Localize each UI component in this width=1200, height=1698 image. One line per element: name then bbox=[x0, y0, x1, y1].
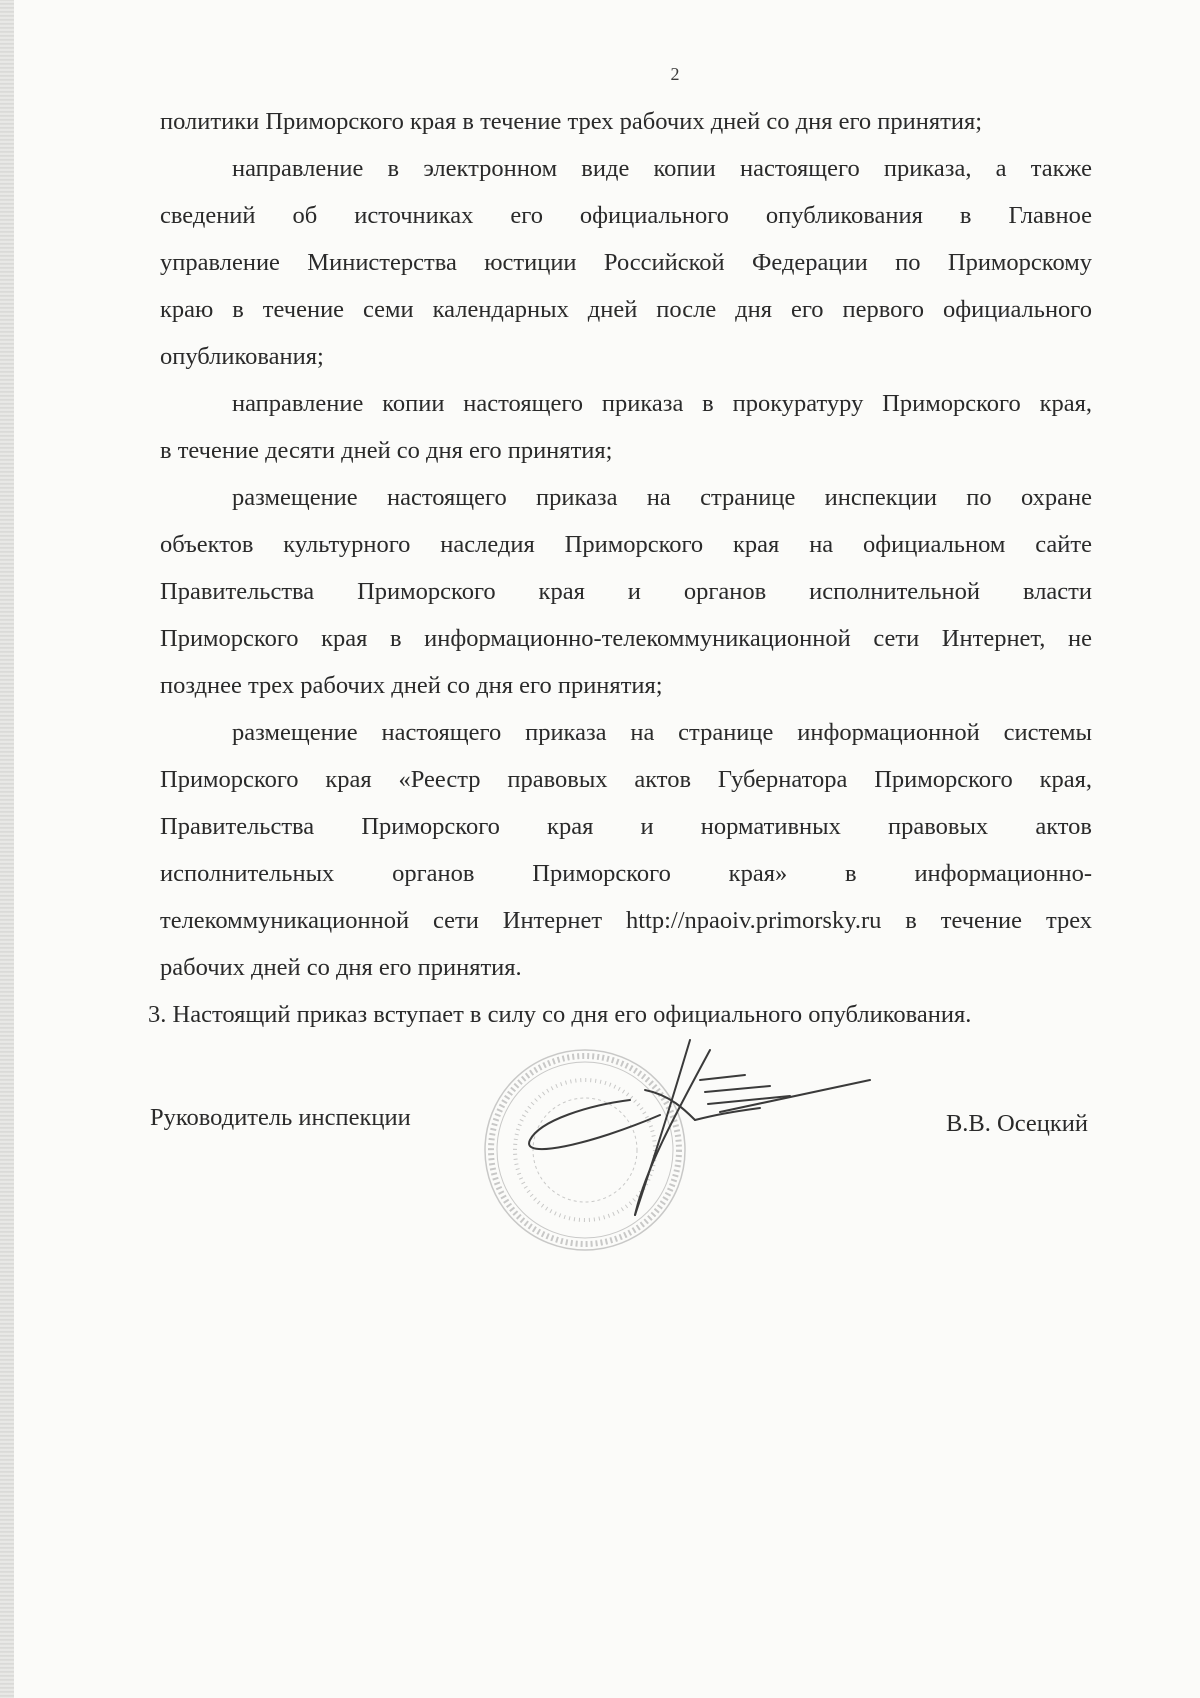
signatory-title: Руководитель инспекции bbox=[150, 1104, 411, 1131]
text-line: Приморского края «Реестр правовых актов Губернатора Приморского края, bbox=[160, 766, 1092, 793]
text-line: размещение настоящего приказа на странице информационной системы bbox=[232, 719, 1092, 746]
text-line: направление копии настоящего приказа в прокуратуру Приморского края, bbox=[232, 390, 1092, 417]
text-line: политики Приморского края в течение трех рабочих дней со дня его принятия; bbox=[160, 108, 983, 135]
text-line: управление Министерства юстиции Российской Федерации по Приморскому bbox=[160, 249, 1092, 276]
text-line: Правительства Приморского края и нормативных правовых актов bbox=[160, 813, 1092, 840]
text-line: объектов культурного наследия Приморского края на официальном сайте bbox=[160, 531, 1092, 558]
text-line: исполнительных органов Приморского края» в информационно- bbox=[160, 860, 1092, 887]
signatory-name: В.В. Осецкий bbox=[945, 1110, 1088, 1137]
text-line: 3. Настоящий приказ вступает в силу со дня его официального опубликования. bbox=[148, 1001, 972, 1028]
seal-stamp-icon bbox=[485, 1050, 685, 1250]
scan-edge bbox=[0, 0, 14, 1698]
text-line: Правительства Приморского края и органов исполнительной власти bbox=[160, 578, 1092, 605]
text-line: опубликования; bbox=[160, 343, 324, 370]
text-line: телекоммуникационной сети Интернет http://npaoiv.primorsky.ru в течение трех bbox=[160, 907, 1092, 934]
text-line: позднее трех рабочих дней со дня его принятия; bbox=[160, 672, 663, 699]
text-line: краю в течение семи календарных дней после дня его первого официального bbox=[160, 296, 1092, 323]
stamp-signature-image bbox=[470, 1020, 890, 1280]
text-line: сведений об источниках его официального опубликования в Главное bbox=[160, 202, 1092, 229]
text-line: Приморского края в информационно-телекоммуникационной сети Интернет, не bbox=[160, 625, 1092, 652]
page-number: 2 bbox=[670, 64, 680, 84]
text-line: направление в электронном виде копии настоящего приказа, а также bbox=[232, 155, 1092, 182]
text-line: рабочих дней со дня его принятия. bbox=[160, 954, 522, 981]
handwritten-signature-icon bbox=[529, 1040, 870, 1215]
document-body bbox=[148, 98, 1092, 1038]
text-line: размещение настоящего приказа на странице инспекции по охране bbox=[232, 484, 1092, 511]
text-line: в течение десяти дней со дня его принятия; bbox=[160, 437, 613, 464]
